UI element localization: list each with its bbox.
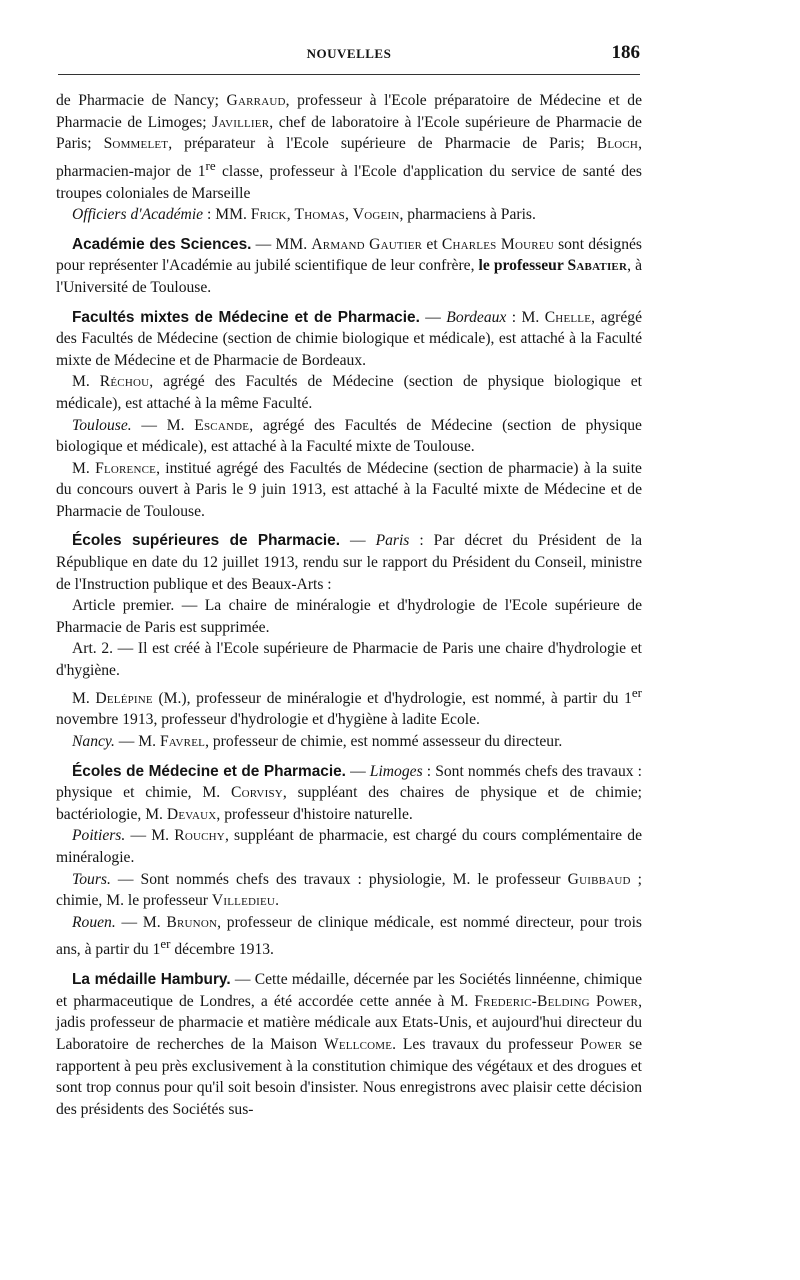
person-name: Charles Moureu [441,235,554,253]
person-name: Rouchy [174,827,225,845]
section-heading: Écoles supérieures de Pharmacie. [72,532,341,550]
person-name: Armand Gautier [311,235,423,253]
person-name: Chelle [544,308,592,326]
section-heading: La médaille Hambury. [72,971,231,989]
page-header [58,42,640,72]
page-number: 186 [611,42,640,63]
person-name: Bloch [596,135,639,153]
person-name: Sabatier [567,257,628,275]
person-name: Villedieu [211,892,276,910]
person-name: Frick [250,206,287,224]
paragraph: M. Florence, institué agrégé des Facultés de Médecine (section de pharmacie) à la suite du concours ouvert à Paris le 9 juin 1913, est attaché à la Faculté mixte de Médecine et de Pharmacie de Toulouse. [56,459,642,520]
person-name: Florence [95,459,157,477]
section-heading: Écoles de Médecine et de Pharmacie. [72,762,346,780]
header-rule [58,74,640,75]
place-name: Rouen. [72,913,116,931]
section-paragraph: La médaille Hambury. — Cette médaille, décernée par les Sociétés linnéenne, chimique et pharmaceutique de Londres, a été accordée cette année à M. Frederic-Belding Power, jadis professeur de pharmacie et matière médicale aux Etats-Unis, et aujourd'hui directeur du Laboratoire de recherches de la Maison Wellcome. Les travaux du professeur Power se rapportent à peu près exclusivement à la constitution chimique des végétaux et des drogues et sont trop connus pour qu'il soit besoin d'insister. Nous enregistrons avec plaisir cette décision des présidents des Sociétés sus- [56,971,643,1118]
person-name: Sommelet [103,135,169,153]
article-body [56,90,642,1120]
paragraph: M. Delépine (M.), professeur de minéralogie et d'hydrologie, est nommé, à partir du 1er novembre 1913, professeur d'hydrologie et d'hygiène à ladite Ecole. [56,684,642,729]
section-paragraph: Écoles de Médecine et de Pharmacie. — Limoges : Sont nommés chefs des travaux : physique et chimie, M. Corvisy, suppléant des chaires de physique et de chimie; bactériologie, M. Devaux, professeur d'histoire naturelle. [56,762,643,823]
person-name: Guibbaud [567,870,631,888]
paragraph: M. Réchou, agrégé des Facultés de Médecine (section de physique biologique et médicale), est attaché à la même Faculté. [56,373,642,412]
paragraph: Tours. — Sont nommés chefs des travaux : physiologie, M. le professeur Guibbaud ; chimie, M. le professeur Villedieu. [56,870,643,910]
person-name: Delépine [95,689,153,707]
paragraph: Nancy. — M. Favrel, professeur de chimie, est nommé assesseur du directeur. [72,733,563,750]
person-name: Wellcome [323,1035,393,1053]
paragraph: Toulouse. — M. Escande, agrégé des Facultés de Médecine (section de physique biologique et médicale), est attaché à la Faculté mixte de Toulouse. [56,416,642,456]
paragraph: de Pharmacie de Nancy; Garraud, professeur à l'Ecole préparatoire de Médecine et de Pharmacie de Limoges; Javillier, chef de laboratoire à l'Ecole supérieure de Pharmacie de Paris; Sommelet, préparateur à l'Ecole supérieure de Pharmacie de Paris; Bloch, pharmacien-major de 1re classe, professeur à l'Ecole d'application du service de santé des troupes coloniales de Marseille [56,92,643,202]
place-name: Paris [375,532,410,550]
person-name: Corvisy [231,784,283,802]
paragraph: Rouen. — M. Brunon, professeur de clinique médicale, est nommé directeur, pour trois ans, à partir du 1er décembre 1913. [56,913,642,959]
person-name: Favrel [159,733,206,750]
running-title: NOUVELLES [306,46,392,61]
superscript: er [631,684,642,700]
person-name: Frederic-Belding Power [474,992,639,1010]
paragraph: Officiers d'Académie : MM. Frick, Thomas, Vogein, pharmaciens à Paris. [72,206,536,224]
bold-text: le professeur [478,257,568,275]
place-name: Toulouse. [72,416,132,434]
person-name: Réchou [99,373,150,391]
superscript: re [205,157,216,173]
paragraph: Poitiers. — M. Rouchy, suppléant de pharmacie, est chargé du cours complémentaire de minéralogie. [56,827,642,866]
person-name: Garraud [226,92,286,109]
place-name: Tours. [72,870,111,888]
place-name: Bordeaux [446,308,507,326]
person-name: Vogein [352,206,400,224]
person-name: Escande [194,416,250,434]
person-name: Javillier [212,113,270,131]
place-name: Poitiers. [72,827,126,845]
person-name: Thomas [294,206,345,224]
superscript: er [160,936,171,952]
section-paragraph: Facultés mixtes de Médecine et de Pharmacie. — Bordeaux : M. Chelle, agrégé des Facultés de Médecine (section de chimie biologique et médicale), est attaché à la Faculté mixte de Médecine et de Pharmacie de Bordeaux. [56,308,642,369]
section-heading: Facultés mixtes de Médecine et de Pharmacie. [72,308,420,326]
paragraph: Art. 2. — Il est créé à l'Ecole supérieure de Pharmacie de Paris une chaire d'hydrologie et d'hygiène. [56,640,642,680]
section-paragraph: Académie des Sciences. — MM. Armand Gautier et Charles Moureu sont désignés pour représenter l'Académie au jubilé scientifique de leur confrère, le professeur Sabatier, à l'Université de Toulouse. [56,235,643,296]
person-name: Power [580,1035,623,1053]
place-name: Limoges [369,762,423,780]
person-name: Brunon [166,913,218,931]
section-heading: Académie des Sciences. [72,235,252,253]
person-name: Devaux [166,805,217,823]
section-paragraph: Écoles supérieures de Pharmacie. — Paris : Par décret du Président de la République en date du 12 juillet 1913, rendu sur le rapport du Président du Conseil, ministre de l'Instruction publique et des Beaux-Arts : [56,532,642,593]
place-name: Nancy. [72,733,115,750]
paragraph: Article premier. — La chaire de minéralogie et d'hydrologie de l'Ecole supérieure de Pharmacie de Paris est supprimée. [56,597,642,636]
italic-lead: Officiers d'Académie [72,206,204,224]
